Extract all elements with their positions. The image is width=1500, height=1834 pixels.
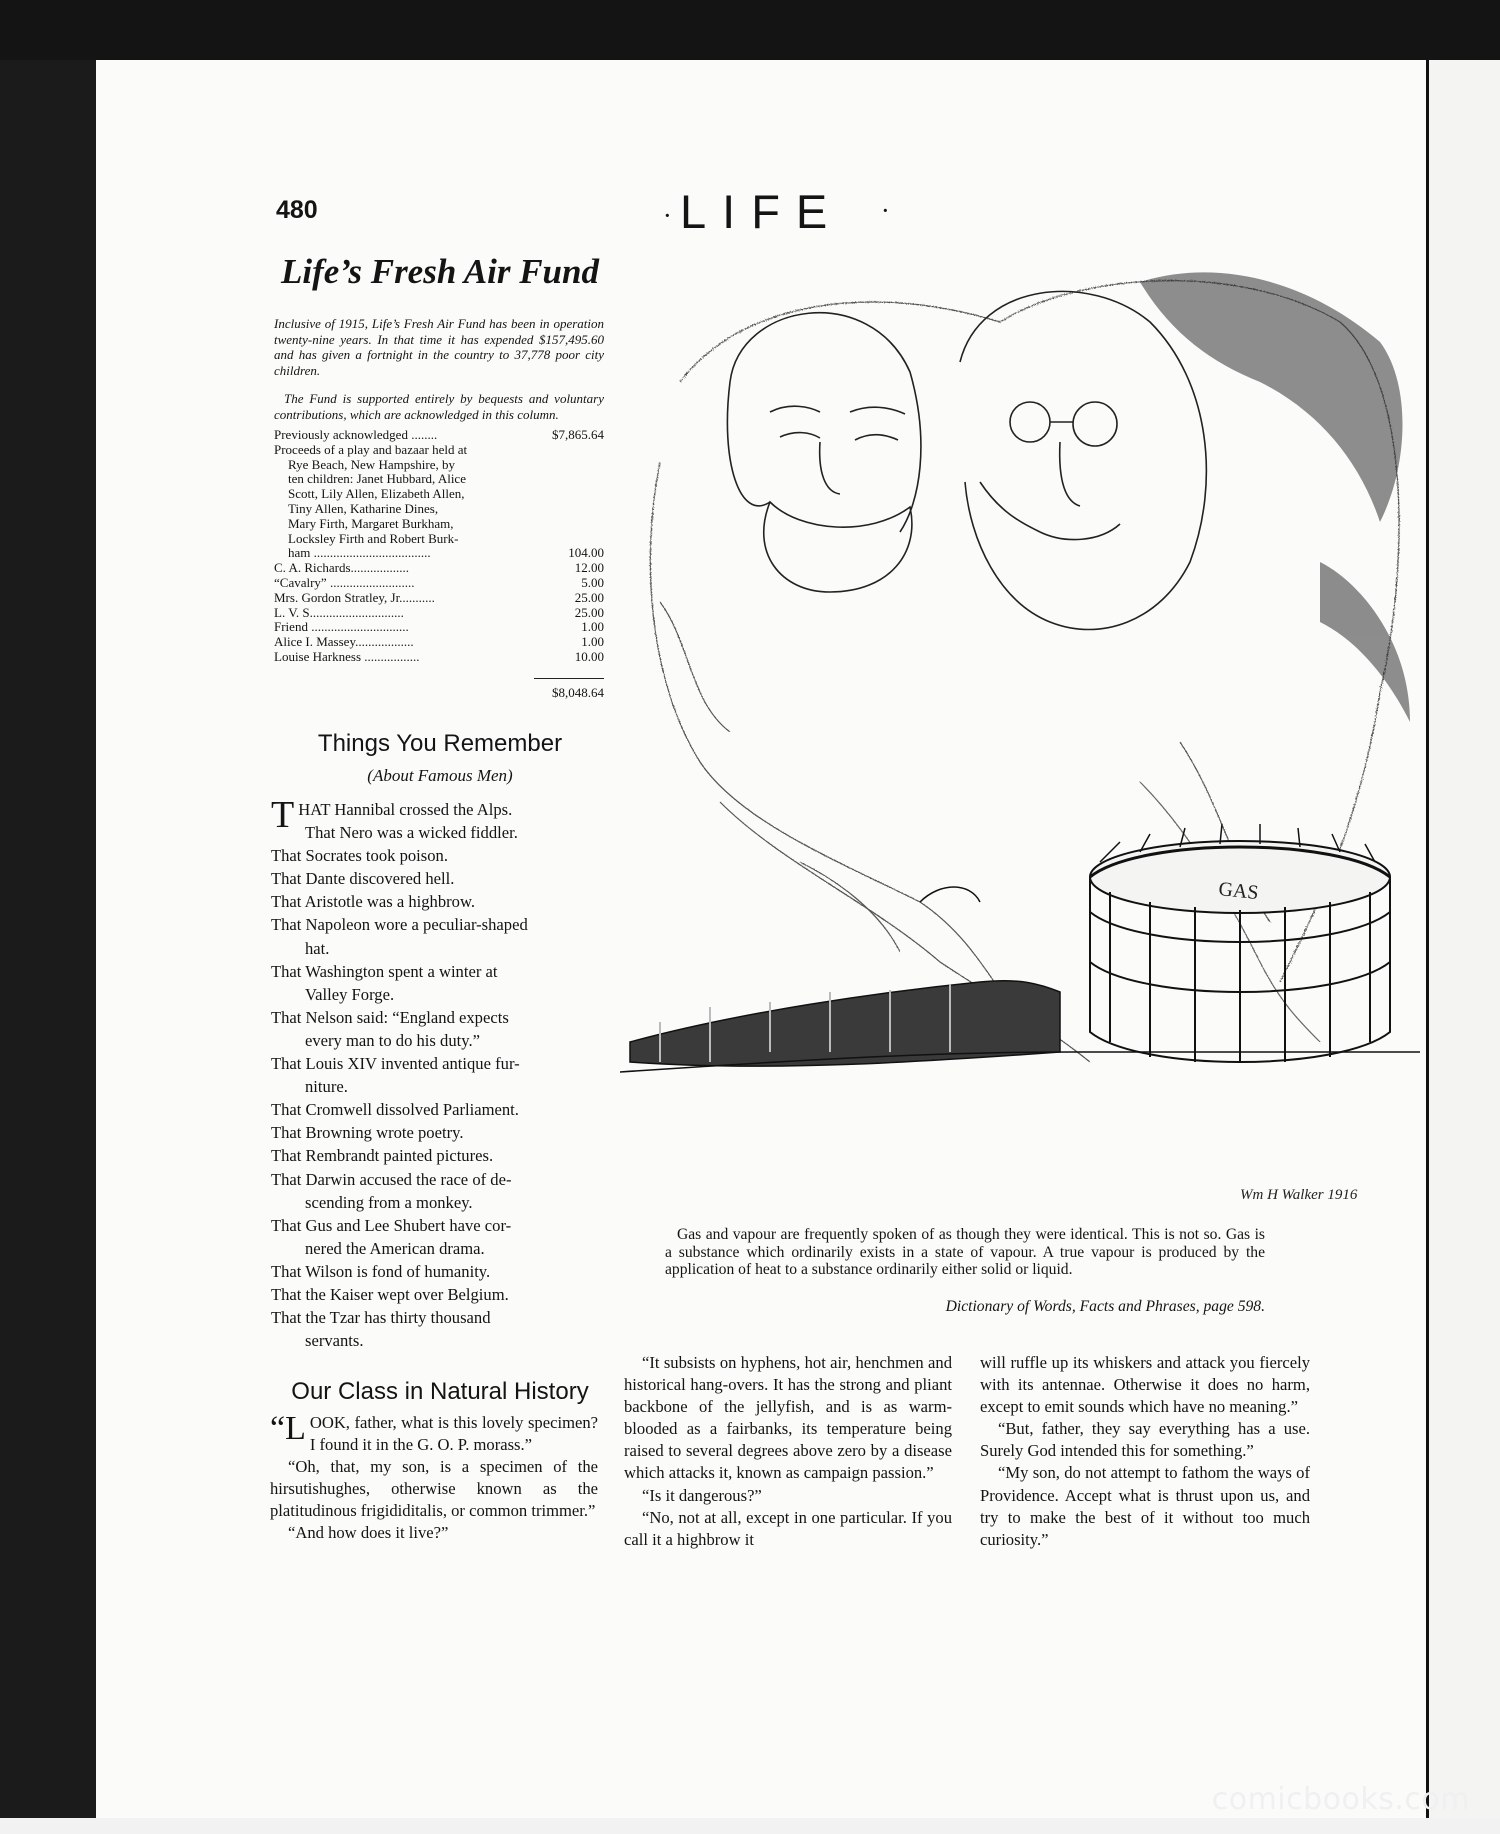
fund-previously-amount: $7,865.64 — [552, 427, 604, 442]
fund-entry-name: ham .................................... — [288, 545, 431, 561]
fund-entry-name: Friend .............................. — [274, 619, 409, 635]
dark-smoke-shading — [1140, 272, 1410, 722]
gas-tank — [1090, 824, 1390, 1062]
fund-proceeds-line: Locksley Firth and Robert Burk- — [288, 530, 459, 546]
fund-title: Life’s Fresh Air Fund — [281, 252, 599, 291]
fund-proceeds-line: Tiny Allen, Katharine Dines, — [288, 500, 439, 516]
fund-entry-name: Alice I. Massey.................. — [274, 634, 414, 650]
poem-line: HAT Hannibal crossed the Alps. — [298, 800, 513, 819]
fund-entry-amount: 25.00 — [574, 604, 604, 620]
things-poem — [271, 794, 601, 1352]
watermark: comicbooks.com — [1211, 1782, 1470, 1817]
scan-border-top — [0, 0, 1500, 60]
gas-tank-label: GAS — [1217, 878, 1260, 905]
fund-entry-name: L. V. S............................. — [274, 604, 404, 620]
poem-line: That Aristotle was a highbrow. — [271, 892, 476, 912]
cartoon-illustration — [620, 262, 1425, 1208]
article-paragraph: “And how does it live?” — [288, 1523, 449, 1543]
poem-line: That Rembrandt painted pictures. — [271, 1146, 494, 1166]
poem-line: every man to do his duty.” — [305, 1030, 480, 1050]
article-paragraph: “Oh, that, my son, is a specimen of the hirsutishughes, otherwise known as the platitudinous frigididitalis, or common trimmer.” — [270, 1457, 598, 1521]
poem-line: That Dante discovered hell. — [271, 869, 455, 889]
fund-proceeds-line: Proceeds of a play and bazaar held at — [274, 441, 468, 457]
article-paragraph: “No, not at all, except in one particular. If you call it a highbrow it — [624, 1507, 952, 1549]
things-title: Things You Remember — [317, 730, 563, 757]
scan-border-left — [0, 0, 96, 1834]
poem-line: That Washington spent a winter at — [271, 961, 498, 981]
article-paragraph — [270, 1412, 598, 1456]
caricature-face-right — [960, 291, 1206, 629]
fund-entry-amount: 1.00 — [581, 619, 604, 635]
fund-entry-row — [274, 650, 604, 665]
scan-border-bottom — [0, 1818, 1500, 1834]
poem-line: That Socrates took poison. — [271, 846, 448, 866]
smoke-clouds — [650, 281, 1399, 1062]
poem-line: That Louis XIV invented antique fur- — [271, 1054, 520, 1074]
artist-signature: Wm H Walker 1916 — [1240, 1187, 1358, 1203]
article-paragraph: “My son, do not attempt to fathom the ways of Providence. Accept what is thrust upon us, and try to make the best of it without too much curiosity.” — [980, 1463, 1310, 1549]
article-column-3 — [980, 1352, 1310, 1551]
fund-contributions — [274, 428, 604, 665]
things-subtitle: (About Famous Men) — [367, 766, 513, 785]
drop-cap: T — [271, 794, 295, 836]
fund-entry-row — [274, 606, 604, 621]
fund-entry-amount: 10.00 — [574, 648, 604, 664]
fund-intro — [274, 303, 604, 435]
townscape — [620, 887, 1420, 1072]
fund-entry-amount: 5.00 — [581, 574, 604, 590]
poem-line: That Browning wrote poetry. — [271, 1123, 464, 1143]
poem-line: That the Tzar has thirty thousand — [271, 1308, 491, 1328]
fund-previously-label: Previously acknowledged ........ — [274, 427, 438, 442]
fund-entry-amount: 1.00 — [581, 634, 604, 650]
fund-proceeds-line: Mary Firth, Margaret Burkham, — [288, 515, 454, 531]
poem-line: That Wilson is fond of humanity. — [271, 1261, 491, 1281]
fund-intro-2: The Fund is supported entirely by bequests and voluntary contributions, which are acknowledged in this column. — [274, 391, 604, 422]
fund-entry-row — [274, 561, 604, 576]
poem-lines — [271, 821, 601, 1352]
adjacent-page-edge — [1426, 60, 1500, 1818]
fund-entry-row — [274, 546, 604, 561]
poem-line: That the Kaiser wept over Belgium. — [271, 1284, 509, 1304]
fund-proceeds-line: Scott, Lily Allen, Elizabeth Allen, — [288, 486, 465, 502]
poem-line: That Nero was a wicked fiddler. — [305, 823, 518, 843]
poem-line: That Nelson said: “England expects — [271, 1007, 509, 1027]
page-number: 480 — [276, 196, 318, 224]
fund-entry-row — [274, 635, 604, 650]
poem-line: That Cromwell dissolved Parliament. — [271, 1100, 519, 1120]
article-column-2 — [624, 1352, 952, 1551]
caricature-face-left — [727, 313, 921, 592]
fund-intro-1: Inclusive of 1915, Life’s Fresh Air Fund has been in operation twenty-nine years. In that time it has expended $157,495.60 and has given a fortnight in the country to 37,778 poor city children. — [274, 316, 604, 378]
fund-proceeds-line: Rye Beach, New Hampshire, by — [288, 456, 455, 472]
poem-line: nered the American drama. — [305, 1238, 485, 1258]
masthead-dot-left: · — [664, 205, 671, 227]
poem-line: That Gus and Lee Shubert have cor- — [271, 1215, 512, 1235]
masthead: LIFE — [680, 185, 844, 238]
poem-line: Valley Forge. — [305, 984, 395, 1004]
fund-entry-name: Louise Harkness ................. — [274, 648, 420, 664]
fund-total: $8,048.64 — [534, 678, 604, 701]
natural-history-title: Our Class in Natural History — [291, 1378, 589, 1405]
poem-line: That Napoleon wore a peculiar-shaped — [271, 915, 528, 935]
fund-entry-amount: 12.00 — [574, 560, 604, 576]
article-paragraph: “It subsists on hyphens, hot air, henchmen and historical hang-overs. It has the strong and pliant backbone of the jellyfish, and is as warm-blooded as a fairbanks, its temperature being raised to several degrees above zero by a disease which attacks it, known as campaign passion.” — [624, 1353, 952, 1483]
poem-line: hat. — [305, 938, 330, 958]
fund-entry-name: “Cavalry” .......................... — [274, 574, 415, 590]
article-paragraph: will ruffle up its whiskers and attack you fiercely with its antennae. Otherwise it does no harm, except to emit sounds which have no meaning.” — [980, 1353, 1310, 1417]
article-paragraph: “But, father, they say everything has a use. Surely God intended this for something.” — [980, 1419, 1310, 1461]
caption-source: Dictionary of Words, Facts and Phrases, page 598. — [945, 1298, 1265, 1315]
cartoon-caption: Gas and vapour are frequently spoken of as though they were identical. This is not so. Gas is a substance which ordinarily exists in a state of vapour. A true vapour is produced by the application of heat to a substance ordinarily either solid or liquid. — [665, 1226, 1265, 1278]
article-text: OOK, father, what is this lovely specimen? I found it in the G. O. P. morass.” — [309, 1413, 598, 1455]
masthead-dot-right: · — [882, 200, 889, 222]
poem-line: That Darwin accused the race of de- — [271, 1169, 512, 1189]
poem-line: scending from a monkey. — [305, 1192, 473, 1212]
fund-proceeds-line: ten children: Janet Hubbard, Alice — [288, 471, 466, 487]
poem-line: niture. — [305, 1077, 348, 1097]
poem-line: servants. — [305, 1331, 364, 1351]
fund-entry-row — [274, 576, 604, 591]
fund-entry-row — [274, 620, 604, 635]
fund-entry-name: C. A. Richards.................. — [274, 560, 410, 576]
article-paragraph: “Is it dangerous?” — [642, 1485, 762, 1505]
article-column-1 — [270, 1412, 598, 1545]
fund-entry-amount: 25.00 — [574, 589, 604, 605]
fund-entry-amount: 104.00 — [568, 545, 604, 561]
fund-entry-name: Mrs. Gordon Stratley, Jr........... — [274, 589, 435, 605]
fund-previously-row — [274, 428, 604, 443]
drop-cap: “L — [270, 1410, 306, 1447]
fund-entry-row — [274, 591, 604, 606]
